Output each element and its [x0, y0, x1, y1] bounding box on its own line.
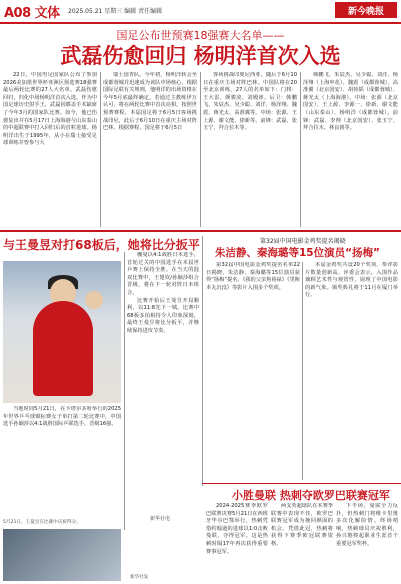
newspaper-logo: 新今晚报: [335, 2, 397, 18]
story4-headline: 小胜曼联 热刺夺欧罗巴联赛冠军: [232, 489, 390, 502]
column-rule: [124, 252, 125, 530]
football-photo: [3, 529, 121, 581]
photo-source: 新华社发: [130, 575, 149, 580]
column-rule: [200, 72, 201, 227]
story3-column-b: 本届金鸡奖共设20个奖项，参评影片数量创新高。评委会表示，入围作品兼顾艺术性与观赏性，展现了中国电影的新气象。颁奖典礼将于11月在厦门举行。: [305, 262, 398, 299]
photo-figure-body: [33, 301, 93, 396]
page-header: [0, 0, 401, 24]
story2-column-a: 当地时间5月21日，在卡塔尔多哈举行的2025年世界乒乓球锦标赛女子单打第二轮比赛中，中国选手孙颖莎以4:1战胜国际乒联选手，晋级16强。: [3, 406, 121, 428]
story4-column-a: 2024-2025赛季欧罗巴联赛决赛5月21日在西班牙毕尔巴鄂举行，热刺凭借约翰逊的进球以1:0击败曼联，夺得冠军。这是热刺时隔17年再次获得重要赛事冠军。: [206, 503, 268, 555]
column-rule: [302, 262, 303, 480]
page-date: 2025.05.21 星期三 编辑 责任编辑: [68, 8, 163, 15]
lead-headline: 武磊伤愈回归 杨明洋首次入选: [60, 43, 341, 68]
story2-lede: [3, 252, 121, 260]
story4-column-c: 下半场，曼联全力反扑，但热刺门将维卡里奥多次化解险情。终场哨响，热刺球员庆祝胜利，孙兴慜捧起职业生涯首个重要冠军奖杯。: [336, 503, 398, 547]
story3-column-a: 第32届中国电影金鸡奖提名名单22日揭晓，朱洁静、秦海璐等15位演员获得“扬梅”提名，《我的父亲焦裕禄》《里斯本丸沉没》等影片入围多个奖项。: [206, 262, 300, 291]
lead-column-4: 韩鹏飞、朱辰杰、吴少聪、刘洋、杨泽翔（上海申花）、魏震（成都蓉城）、高准翼（北京国安）、胡荷韬（成都蓉城）、蒋光太（上海海港）。中场：张源（北京国安）、王上源、李源一、徐新、谢文能（山东泰山）、杨明洋（成都蓉城）。前锋：武磊、李帅（北京国安）、张玉宁、拜合拉木、林良铭等。: [303, 72, 398, 132]
photo-caption: 5月21日，王曼昱在比赛中庆祝得分。: [3, 520, 81, 525]
column-rule: [202, 236, 203, 486]
lead-column-1: 22日，中国男足国家队公布了参加2026美加墨世界杯亚洲区预选赛18强赛最后两轮比赛的27人大名单。武磊伤愈回归，归化中场杨明洋首次入选。作为中国足球历史射手王，武磊因膝盖手术缺席了今年3月的国家队比赛。如今，他已伤愈复出并在5月17日上海海港与山东泰山的中超联赛中打入回归后的首粒进球。杨明洋出生于1995年，从小在瑞士接受足球训练并曾参与大: [3, 72, 97, 147]
story2-column-b: 蒯曼以4:1战胜日本选手，首轮过关的中国选手在本届世乒赛上保持全胜。在当天的混双比赛中，王楚钦/孙颖莎组合晋级，将在下一轮对阵日本组合。 比赛开始后王曼昱开局顺利，以11:8先下一城。比赛中68板多拍相持令人印象深刻，最终王曼昱将比分扳平，并继续保持进攻节奏。: [127, 252, 199, 334]
section-divider: [202, 483, 401, 484]
lead-kicker: 国足公布世预赛18强赛大名单——: [116, 29, 285, 42]
column-rule: [100, 72, 101, 227]
table-tennis-photo: [3, 261, 121, 403]
column-rule: [300, 72, 301, 227]
story2-headline: 与王曼昱对打68板后，她将比分扳平: [3, 238, 200, 252]
story3-headline: 朱洁静、秦海璐等15位演员“扬梅”: [215, 247, 380, 259]
lead-column-3: 客场挑战印度尼西亚，随后于6月10日在重庆主场对阵巴林。中国队将在20至北京训练，27人的名单如下：门将：王大雷、颜骏凌、刘殿座。后卫：韩鹏飞、朱辰杰、吴少聪、刘洋、杨泽翔、魏震、蒋光太、高准翼等。中场：张源、王上源、谢文能、徐新等。前锋：武磊、张玉宁、拜合拉木等。: [203, 72, 297, 132]
section-divider: [0, 230, 401, 232]
story2-byline: 新华社电: [150, 516, 171, 522]
story4-column-b: 两支英超球队在本赛季联赛中表现不佳，欧罗巴联赛冠军成为挽回颜面的机会。凭借此冠，热刺将获得下赛季欧冠联赛资格。: [271, 503, 333, 547]
lead-column-2: 瑞士国青队。今年初，杨明洋转会至成都蓉城并迅速成为该队中场核心，根据国际足联有关规则，他明洋的出场资格在今年5月底最终确定。若通过主教练伊万认可，将在两轮比赛中首次亮相。按照世预赛赛程，本届国足将于6月5日客场挑战印尼，此后于6月10日在重庆主场对阵巴林。根据赛程，国足将于6月5日: [103, 72, 197, 132]
story3-kicker: 第32届中国电影金鸡奖提名揭晓: [260, 238, 346, 245]
photo-figure-fist: [85, 291, 103, 309]
page-number-section: A08 文体: [4, 6, 60, 21]
